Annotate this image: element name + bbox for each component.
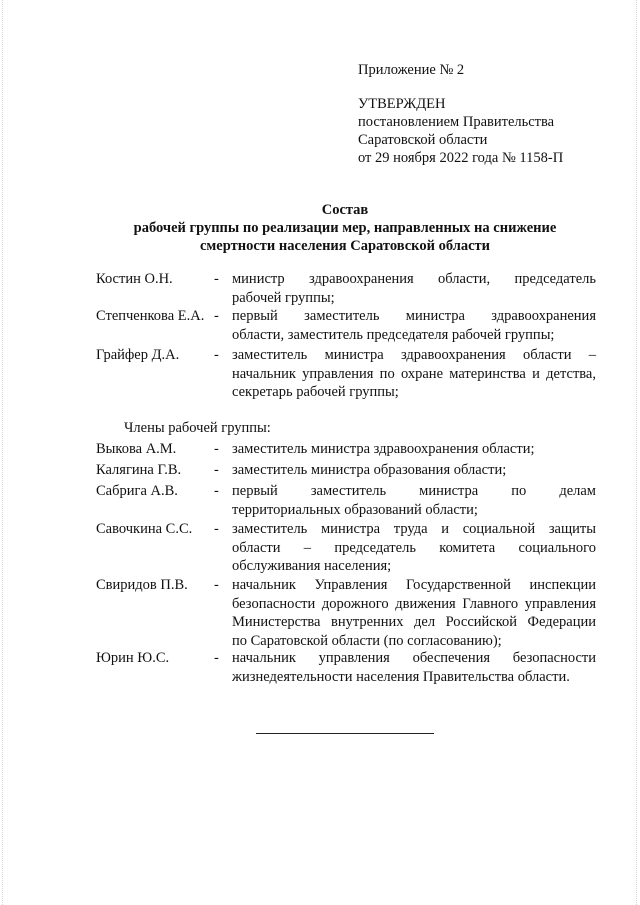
- appendix-number: Приложение № 2: [358, 62, 465, 78]
- document-title: Состав: [321, 202, 369, 218]
- member-name: Калягина Г.В.: [96, 462, 182, 478]
- leader-name: Костин О.Н.: [96, 271, 173, 287]
- leader-role: [232, 346, 596, 402]
- member-role: [232, 520, 596, 576]
- member-name: Юрин Ю.С.: [96, 650, 170, 666]
- leader-name: Грайфер Д.А.: [96, 347, 180, 363]
- entry-dash: -: [214, 462, 219, 478]
- entry-dash: -: [214, 521, 219, 537]
- role-line: первый заместитель министра по делам: [232, 483, 596, 499]
- approval-line-3: от 29 ноября 2022 года № 1158-П: [358, 150, 564, 166]
- approval-line-1: постановлением Правительства: [358, 114, 555, 130]
- member-role: [232, 461, 596, 480]
- approved-stamp-text: УТВЕРЖДЕН: [358, 96, 446, 112]
- entry-dash: -: [214, 650, 219, 666]
- role-line: начальник управления по охране материнства и детства,: [232, 365, 596, 382]
- leader-role: [232, 307, 596, 344]
- members-heading: Члены рабочей группы:: [124, 420, 271, 436]
- leader-name: Степченкова Е.А.: [96, 308, 205, 324]
- role-line: рабочей группы;: [232, 289, 335, 306]
- member-role: [232, 482, 596, 519]
- role-line: министр здравоохранения области, председатель: [232, 271, 596, 287]
- entry-dash: -: [214, 441, 219, 457]
- role-line: области, заместитель председателя рабочей группы;: [232, 326, 555, 343]
- entry-dash: -: [214, 577, 219, 593]
- role-line: Министерства внутренних дел Российской Федерации: [232, 614, 596, 630]
- role-line: секретарь рабочей группы;: [232, 384, 399, 400]
- role-line: заместитель министра здравоохранения области;: [232, 441, 535, 457]
- document-subtitle-line-2: смертности населения Саратовской области: [199, 238, 491, 254]
- member-name: Свиридов П.В.: [96, 577, 188, 593]
- entry-dash: -: [214, 347, 219, 363]
- entry-dash: -: [214, 308, 219, 324]
- entry-dash: -: [214, 271, 219, 287]
- role-line: безопасности дорожного движения Главного управления: [232, 595, 596, 612]
- role-line: жизнедеятельности населения Правительства области.: [232, 668, 570, 685]
- role-line: заместитель министра образования области;: [232, 462, 507, 478]
- member-role: [232, 440, 596, 459]
- scan-edge-left: [2, 0, 4, 905]
- role-line: заместитель министра труда и социальной защиты: [232, 521, 596, 537]
- role-line: начальник Управления Государственной инспекции: [232, 577, 596, 593]
- role-line: заместитель министра здравоохранения области –: [232, 347, 596, 363]
- scan-edge-right: [636, 0, 638, 905]
- member-name: Савочкина С.С.: [96, 521, 193, 537]
- member-name: Сабрига А.В.: [96, 483, 178, 499]
- member-role: [232, 649, 596, 686]
- closing-rule-line: [256, 733, 434, 734]
- role-line: первый заместитель министра здравоохранения: [232, 308, 596, 324]
- member-role: [232, 576, 596, 650]
- leader-role: [232, 270, 596, 307]
- approval-line-2: Саратовской области: [358, 132, 488, 148]
- entry-dash: -: [214, 483, 219, 499]
- role-line: по Саратовской области (по согласованию);: [232, 632, 502, 649]
- member-name: Выкова А.М.: [96, 441, 177, 457]
- role-line: области – председатель комитета социального: [232, 539, 596, 556]
- role-line: территориальных образований области;: [232, 501, 478, 518]
- document-subtitle-line-1: рабочей группы по реализации мер, направленных на снижение: [133, 220, 557, 236]
- role-line: начальник управления обеспечения безопасности: [232, 650, 596, 666]
- role-line: обслуживания населения;: [232, 558, 392, 574]
